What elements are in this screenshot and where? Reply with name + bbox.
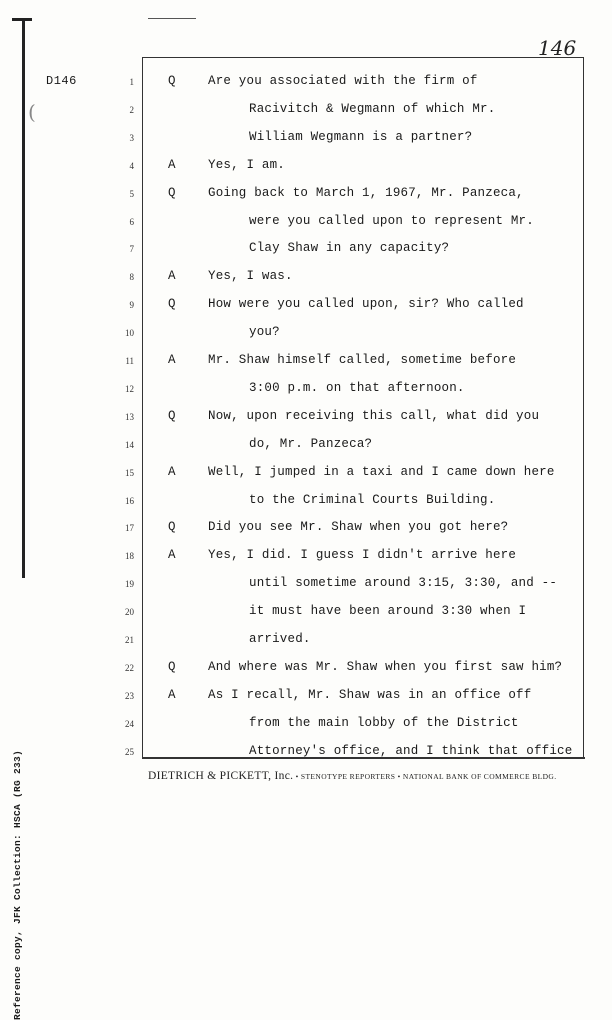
line-number: 21 (125, 635, 134, 645)
line-number: 9 (129, 300, 134, 310)
speaker-label: Q (168, 186, 176, 200)
transcript-line-text: do, Mr. Panzeca? (249, 437, 373, 451)
transcript-line-text: Now, upon receiving this call, what did you (208, 409, 540, 423)
transcript-line-text: Are you associated with the firm of (208, 74, 478, 88)
footer-firm: DIETRICH & PICKETT, Inc. (148, 770, 294, 782)
line-number: 8 (129, 272, 134, 282)
transcript-line-text: you? (249, 325, 280, 339)
transcript-line-text: from the main lobby of the District (249, 716, 519, 730)
transcript-line-text: 3:00 p.m. on that afternoon. (249, 381, 465, 395)
margin-mark: ( (28, 100, 36, 124)
footer (148, 770, 557, 782)
line-number: 4 (129, 161, 134, 171)
speaker-label: A (168, 688, 176, 702)
binder-margin-tick (12, 18, 32, 21)
footer-service: STENOTYPE REPORTERS (300, 772, 396, 781)
line-number: 18 (125, 551, 134, 561)
transcript-line-text: were you called upon to represent Mr. (249, 214, 534, 228)
speaker-label: Q (168, 297, 176, 311)
transcript-line-text: Yes, I am. (208, 158, 286, 172)
line-number: 10 (125, 328, 134, 338)
footer-separator-1: • (293, 772, 301, 781)
transcript-line-text: William Wegmann is a partner? (249, 130, 473, 144)
speaker-label: A (168, 548, 176, 562)
line-number: 19 (125, 579, 134, 589)
line-number: 2 (129, 105, 134, 115)
speaker-label: Q (168, 74, 176, 88)
line-number: 22 (125, 663, 134, 673)
transcript-line-text: And where was Mr. Shaw when you first saw him? (208, 660, 563, 674)
speaker-label: A (168, 353, 176, 367)
transcript-line-text: it must have been around 3:30 when I (249, 604, 527, 618)
transcript-line-text: Yes, I did. I guess I didn't arrive here (208, 548, 517, 562)
transcript-line-text: Racivitch & Wegmann of which Mr. (249, 102, 496, 116)
line-number: 24 (125, 719, 134, 729)
speaker-label: Q (168, 409, 176, 423)
transcript-line-text: As I recall, Mr. Shaw was in an office off (208, 688, 532, 702)
transcript-line-text: Did you see Mr. Shaw when you got here? (208, 520, 509, 534)
footer-address: NATIONAL BANK OF COMMERCE BLDG. (402, 772, 557, 781)
line-number: 3 (129, 133, 134, 143)
line-number: 11 (125, 356, 134, 366)
line-number: 17 (125, 523, 134, 533)
line-number: 25 (125, 747, 134, 757)
transcript-line-text: arrived. (249, 632, 311, 646)
line-number: 7 (129, 244, 134, 254)
transcript-line-text: Attorney's office, and I think that office (249, 744, 573, 758)
transcript-line-text: to the Criminal Courts Building. (249, 493, 496, 507)
side-note: Reference copy, JFK Collection: HSCA (RG 233) (12, 749, 23, 1020)
handwritten-page-number: 146 (538, 36, 577, 60)
binder-margin-line (22, 18, 25, 578)
line-number: 13 (125, 412, 134, 422)
line-number: 1 (129, 77, 134, 87)
line-number: 6 (129, 217, 134, 227)
transcript-line-text: Well, I jumped in a taxi and I came down here (208, 465, 555, 479)
top-rule (148, 18, 196, 19)
line-number: 15 (125, 468, 134, 478)
transcript-line-text: until sometime around 3:15, 3:30, and -- (249, 576, 558, 590)
line-number: 23 (125, 691, 134, 701)
speaker-label: A (168, 158, 176, 172)
transcript-line-text: Going back to March 1, 1967, Mr. Panzeca, (208, 186, 524, 200)
line-number: 5 (129, 189, 134, 199)
line-number: 16 (125, 496, 134, 506)
line-number: 20 (125, 607, 134, 617)
speaker-label: A (168, 465, 176, 479)
transcript-line-text: Mr. Shaw himself called, sometime before (208, 353, 517, 367)
transcript-line-text: How were you called upon, sir? Who called (208, 297, 524, 311)
line-number: 14 (125, 440, 134, 450)
transcript-line-text: Clay Shaw in any capacity? (249, 241, 450, 255)
footer-separator-2: • (395, 772, 403, 781)
transcript-line-text: Yes, I was. (208, 269, 293, 283)
speaker-label: A (168, 269, 176, 283)
speaker-label: Q (168, 520, 176, 534)
document-id: D146 (46, 74, 77, 88)
line-number: 12 (125, 384, 134, 394)
speaker-label: Q (168, 660, 176, 674)
